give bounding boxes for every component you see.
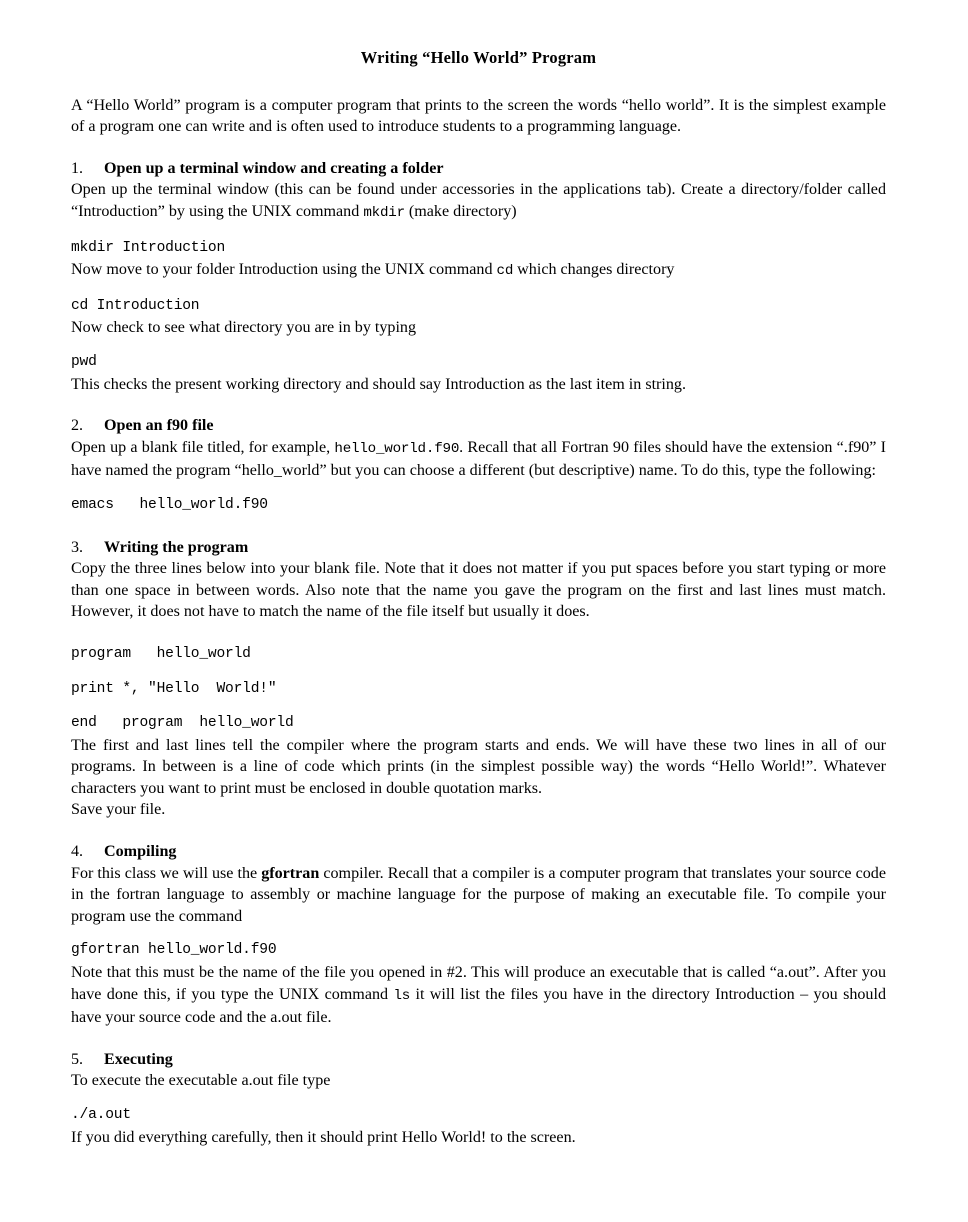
section-2-text-b: . Recall that all Fortran 90 files should have the extension “.f90” I have named the program “hello_world” but you can choose a different (but descriptive) name. To do this, type the following: xyxy=(71,438,887,480)
section-4 xyxy=(71,841,886,1029)
section-4-bold-gfortran: gfortran xyxy=(261,864,320,882)
section-2-inline-filename: hello_world.f90 xyxy=(334,440,460,457)
section-3-paragraph-after: The first and last lines tell the compiler where the program starts and ends. We will have these two lines in all of our programs. In between is a line of code which prints (in the simplest possible way) the words “Hello World!”. Whatever characters you want to print must be enclosed in double quotation marks. xyxy=(71,736,886,797)
code-emacs-hello-world: emacs hello_world.f90 xyxy=(71,496,268,513)
section-1-inline-command-mkdir: mkdir xyxy=(363,205,405,221)
section-3-save-note: Save your file. xyxy=(71,801,166,819)
section-4-inline-command-ls: ls xyxy=(393,987,411,1004)
section-2-number: 2. xyxy=(71,417,84,435)
section-1-paragraph-2 xyxy=(71,259,886,283)
section-1 xyxy=(71,158,886,395)
section-2-paragraph xyxy=(71,437,886,482)
code-fortran-line-3: end program hello_world xyxy=(71,715,294,732)
section-1-text-2a: Now move to your folder Introduction using the UNIX command xyxy=(71,261,497,279)
code-mkdir-introduction: mkdir Introduction xyxy=(71,239,226,256)
section-4-text-a: For this class we will use the xyxy=(71,864,262,882)
section-3-title: Writing the program xyxy=(104,538,249,556)
section-1-paragraph-3: Now check to see what directory you are in by typing xyxy=(71,319,417,337)
section-5-paragraph-after: If you did everything carefully, then it should print Hello World! to the screen. xyxy=(71,1128,576,1146)
section-2-title: Open an f90 file xyxy=(104,417,214,435)
section-1-text-2b: which changes directory xyxy=(513,261,675,279)
section-4-title: Compiling xyxy=(104,843,177,861)
section-1-paragraph-4: This checks the present working directory and should say Introduction as the last item in string. xyxy=(71,375,687,393)
section-5-paragraph: To execute the executable a.out file type xyxy=(71,1072,331,1090)
section-3-heading xyxy=(71,537,886,559)
code-pwd: pwd xyxy=(71,353,97,370)
intro-paragraph: A “Hello World” program is a computer program that prints to the screen the words “hello world”. It is the simplest example of a program one can write and is often used to introduce students to a programming language. xyxy=(71,96,886,136)
section-3 xyxy=(71,537,886,822)
section-4-paragraph-after xyxy=(71,962,886,1029)
section-1-number: 1. xyxy=(71,159,84,177)
section-5-title: Executing xyxy=(104,1050,173,1068)
section-1-text-1a: Open up the terminal window (this can be found under accessories in the applications tab). Create a directory/folder called “Introduction” by using the UNIX command xyxy=(71,181,886,220)
code-gfortran-compile: gfortran hello_world.f90 xyxy=(71,942,277,959)
section-1-inline-command-cd: cd xyxy=(496,263,514,280)
section-4-paragraph xyxy=(71,863,886,928)
section-5 xyxy=(71,1049,886,1148)
section-2 xyxy=(71,415,886,516)
section-3-number: 3. xyxy=(71,538,84,556)
section-4-after-text-b: it will list the files you have in the directory Introduction – you should have your source code and the a.out file. xyxy=(71,985,886,1027)
section-2-text-a: Open up a blank file titled, for example, xyxy=(71,438,335,456)
section-4-after-text-a: Note that this must be the name of the file you opened in #2. This will produce an executable that is called “a.out”. After you have done this, if you type the UNIX command xyxy=(71,964,886,1003)
code-fortran-line-1: program hello_world xyxy=(71,645,251,662)
code-fortran-line-2: print *, "Hello World!" xyxy=(71,680,277,697)
section-1-text-1b: (make directory) xyxy=(404,203,517,220)
section-1-paragraph-1 xyxy=(71,179,886,224)
page-title: Writing “Hello World” Program xyxy=(360,48,597,67)
section-1-heading xyxy=(71,158,886,180)
code-execute-aout: ./a.out xyxy=(71,1107,131,1123)
section-4-text-b: compiler. Recall that a compiler is a computer program that translates your source code in the fortran language to assembly or machine language for the purpose of making an executable file. To compile your program use the command xyxy=(71,864,886,925)
section-2-heading xyxy=(71,415,886,437)
section-4-heading xyxy=(71,841,886,863)
section-5-heading xyxy=(71,1049,886,1071)
section-1-title: Open up a terminal window and creating a folder xyxy=(104,159,444,177)
code-cd-introduction: cd Introduction xyxy=(71,297,200,314)
section-5-number: 5. xyxy=(71,1050,84,1068)
section-4-number: 4. xyxy=(71,843,84,861)
section-3-paragraph: Copy the three lines below into your blank file. Note that it does not matter if you put spaces before you start typing or more than one space in between words. Also note that the name you gave the program on the first and last lines must match. However, it does not have to match the name of the file itself but usually it does. xyxy=(71,560,886,621)
